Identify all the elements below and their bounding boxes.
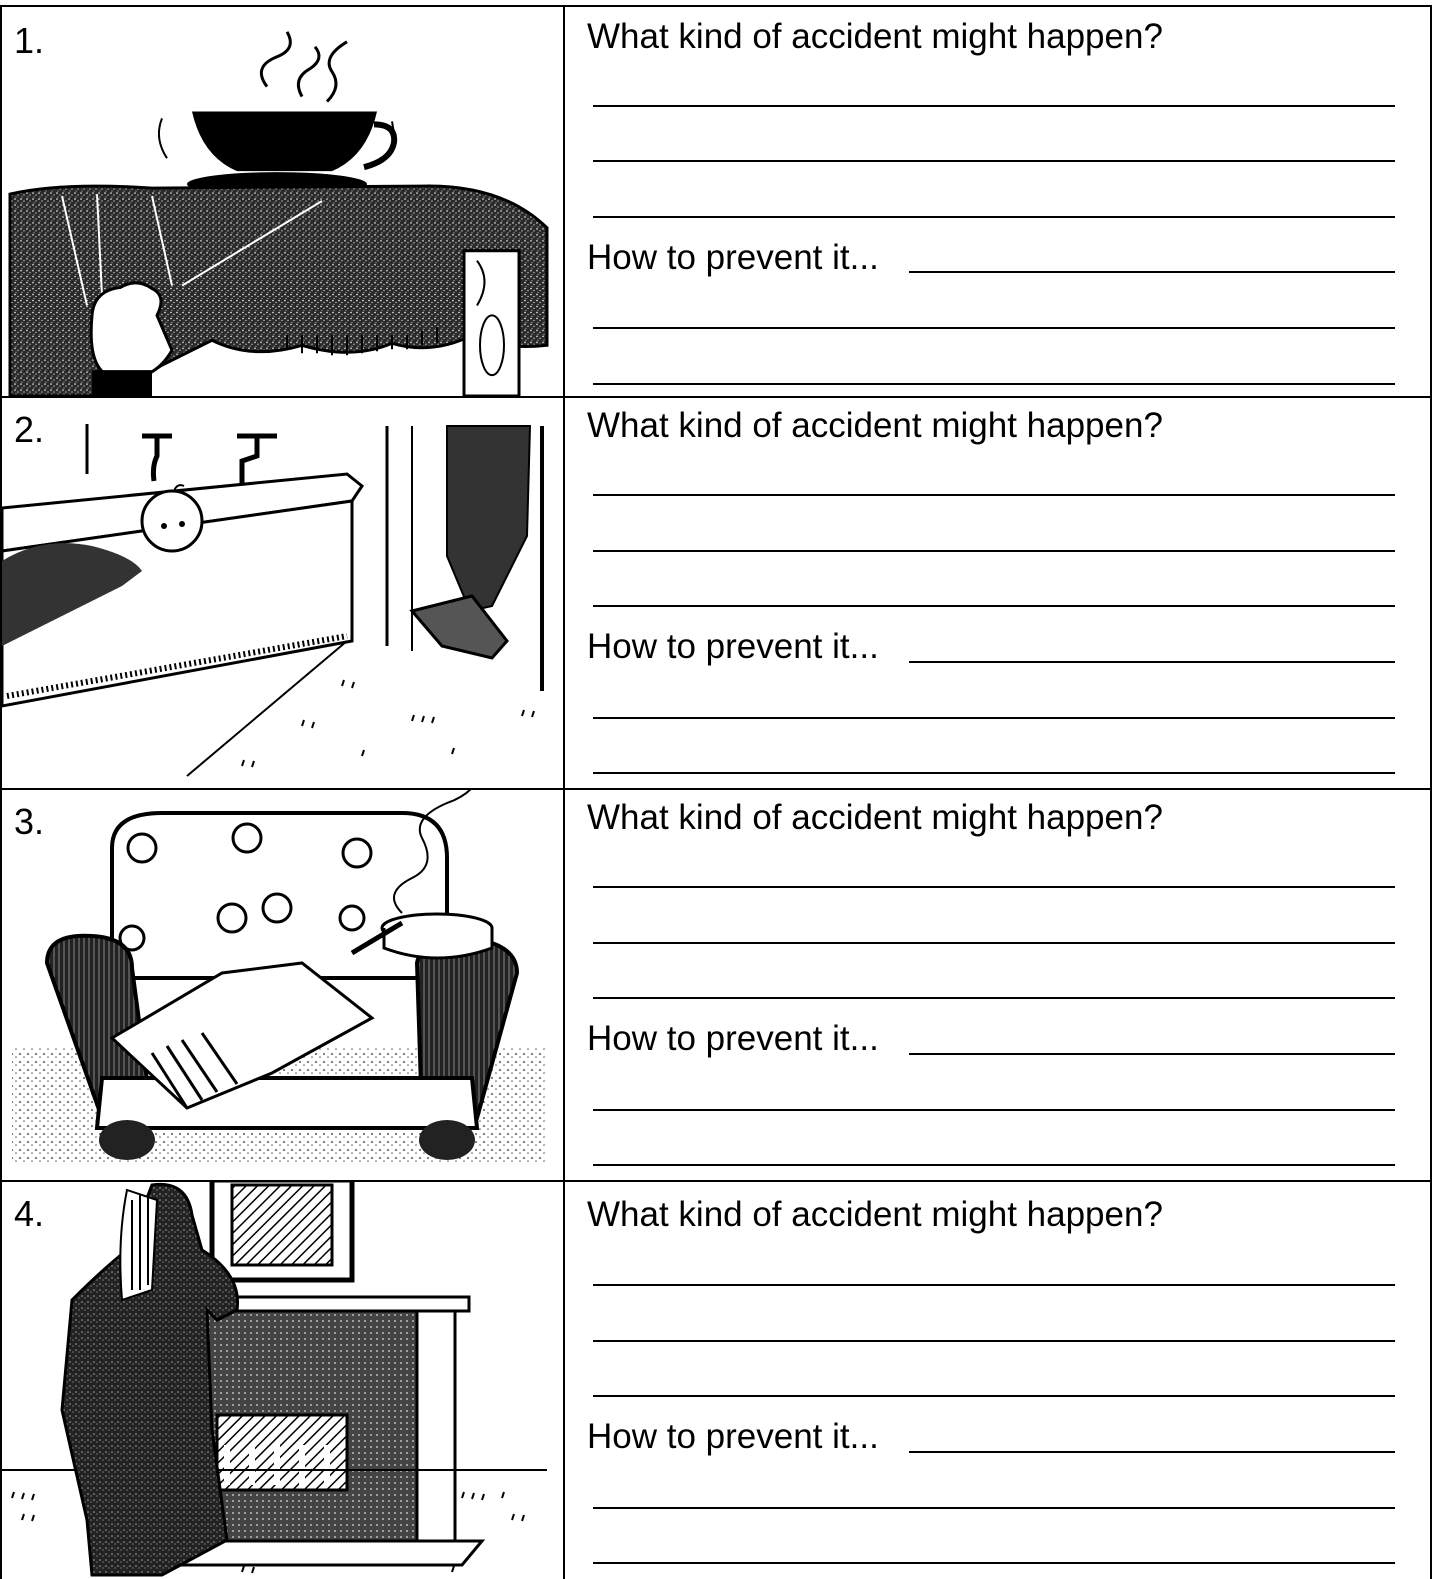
baby-in-bath-illustration <box>2 396 563 788</box>
answer-cell-4 <box>565 1180 1430 1579</box>
answer-line[interactable] <box>593 717 1395 719</box>
answer-line[interactable] <box>593 1507 1395 1509</box>
answer-line[interactable] <box>593 1395 1395 1397</box>
prevent-label: How to prevent it... <box>587 1019 879 1058</box>
question-label: What kind of accident might happen? <box>587 1195 1163 1234</box>
woman-at-fireplace-illustration <box>2 1180 563 1579</box>
hot-cup-tablecloth-illustration <box>2 7 563 396</box>
answer-cell-1 <box>565 7 1430 396</box>
answer-line[interactable] <box>593 1340 1395 1342</box>
answer-line[interactable] <box>593 383 1395 385</box>
answer-line[interactable] <box>593 886 1395 888</box>
prevent-label: How to prevent it... <box>587 238 879 277</box>
answer-cell-3 <box>565 788 1430 1180</box>
picture-cell-1 <box>2 7 565 396</box>
answer-line[interactable] <box>593 942 1395 944</box>
prevent-label: How to prevent it... <box>587 627 879 666</box>
worksheet-row-2 <box>0 396 1432 790</box>
answer-line[interactable] <box>593 494 1395 496</box>
answer-line[interactable] <box>593 605 1395 607</box>
answer-line[interactable] <box>909 1053 1395 1055</box>
answer-line[interactable] <box>593 1284 1395 1286</box>
answer-line[interactable] <box>593 772 1395 774</box>
answer-line[interactable] <box>593 550 1395 552</box>
picture-cell-3 <box>2 788 565 1180</box>
worksheet-row-4 <box>0 1180 1432 1579</box>
row-number: 1. <box>14 20 45 61</box>
answer-line[interactable] <box>593 216 1395 218</box>
answer-cell-2 <box>565 396 1430 788</box>
answer-line[interactable] <box>909 661 1395 663</box>
prevent-label: How to prevent it... <box>587 1417 879 1456</box>
question-label: What kind of accident might happen? <box>587 406 1163 445</box>
answer-line[interactable] <box>593 327 1395 329</box>
row-number: 2. <box>14 409 45 450</box>
answer-line[interactable] <box>593 1562 1395 1564</box>
answer-line[interactable] <box>593 160 1395 162</box>
answer-line[interactable] <box>593 105 1395 107</box>
question-label: What kind of accident might happen? <box>587 798 1163 837</box>
answer-line[interactable] <box>593 1164 1395 1166</box>
armchair-cigarette-illustration <box>2 788 563 1180</box>
worksheet-row-3 <box>0 788 1432 1182</box>
answer-line[interactable] <box>909 271 1395 273</box>
answer-line[interactable] <box>909 1451 1395 1453</box>
picture-cell-2 <box>2 396 565 788</box>
row-number: 4. <box>14 1193 45 1234</box>
answer-line[interactable] <box>593 997 1395 999</box>
question-label: What kind of accident might happen? <box>587 17 1163 56</box>
worksheet-row-1 <box>0 5 1432 398</box>
picture-cell-4 <box>2 1180 565 1579</box>
answer-line[interactable] <box>593 1109 1395 1111</box>
row-number: 3. <box>14 801 45 842</box>
